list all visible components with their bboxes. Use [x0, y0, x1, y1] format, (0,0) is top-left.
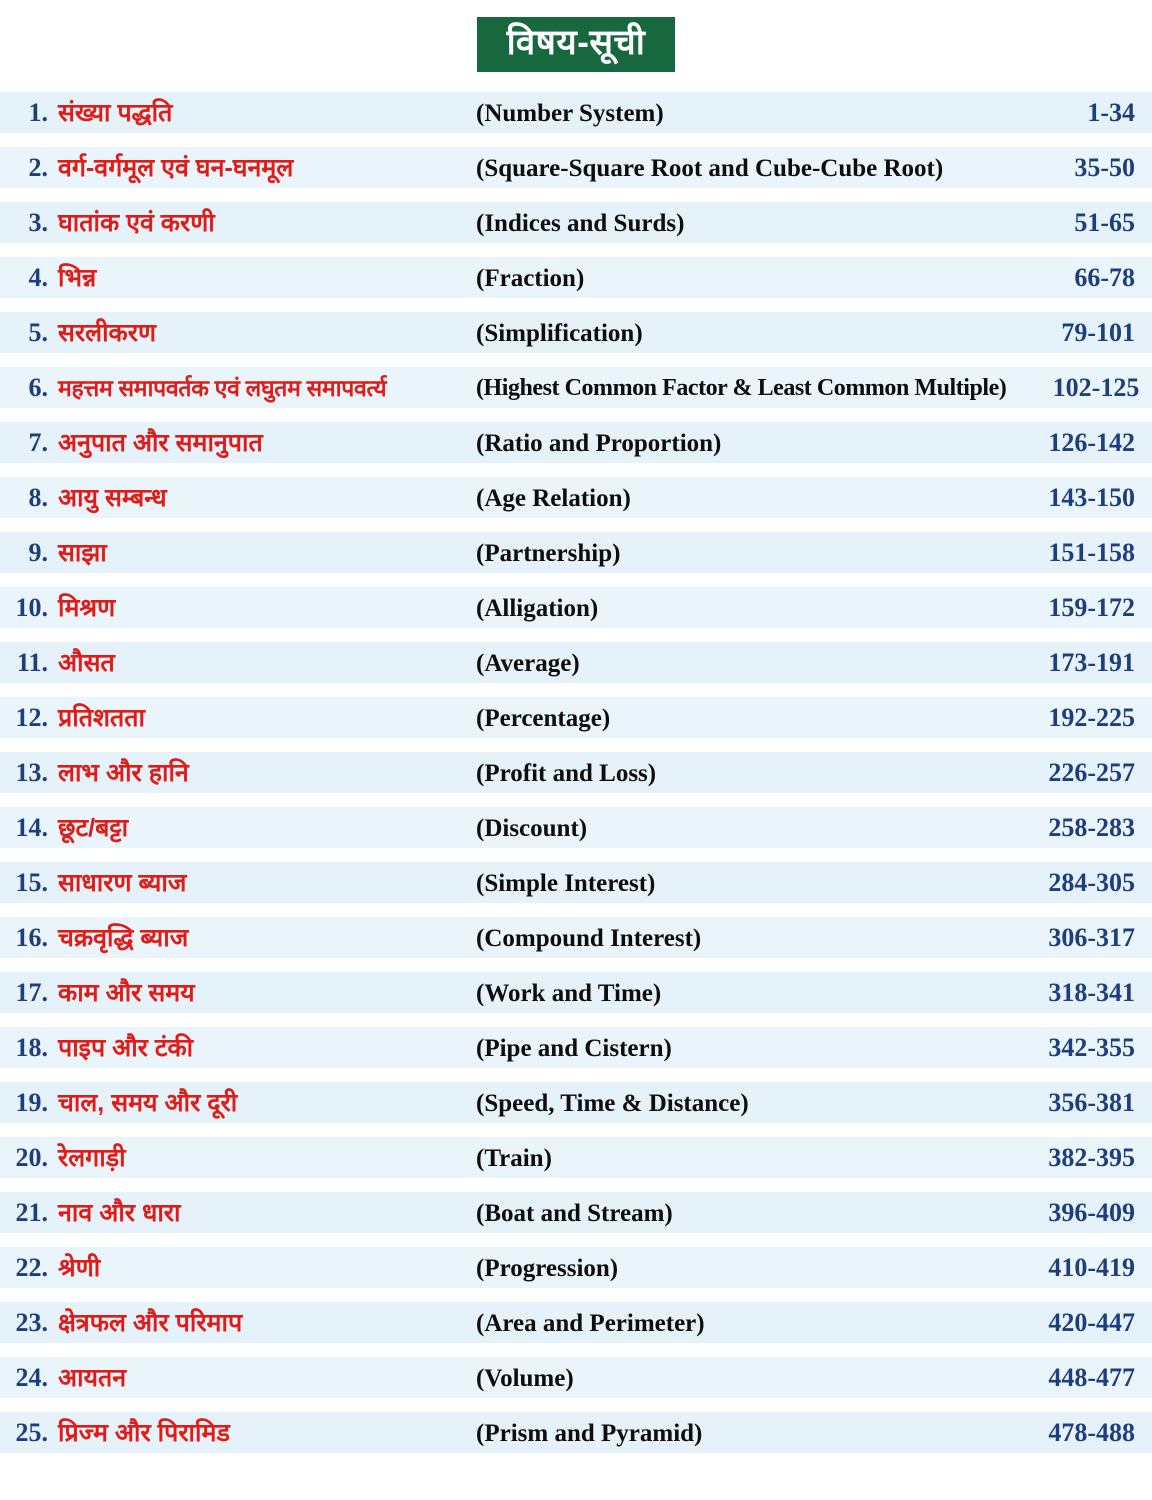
chapter-title-hindi[interactable]: भिन्न [58, 263, 97, 292]
chapter-number: 20. [15, 1143, 48, 1173]
chapter-number: 25. [15, 1418, 48, 1448]
table-row[interactable] [0, 856, 1152, 911]
page-range: 192-225 [1048, 703, 1135, 733]
chapter-title-english[interactable]: (Profit and Loss) [476, 759, 657, 787]
table-row[interactable] [0, 251, 1152, 306]
chapter-title-english[interactable]: (Area and Perimeter) [476, 1309, 705, 1337]
page-range: 448-477 [1048, 1363, 1135, 1393]
chapter-number: 18. [15, 1033, 48, 1063]
chapter-title-hindi[interactable]: महत्तम समापवर्तक एवं लघुतम समापवर्त्य [58, 374, 387, 401]
chapter-title-hindi[interactable]: क्षेत्रफल और परिमाप [58, 1308, 243, 1337]
page-range: 356-381 [1048, 1088, 1135, 1118]
page-range: 143-150 [1048, 483, 1135, 513]
chapter-number: 1. [28, 98, 48, 128]
chapter-number: 4. [28, 263, 48, 293]
chapter-title-hindi[interactable]: अनुपात और समानुपात [58, 428, 263, 457]
page-range: 79-101 [1061, 318, 1135, 348]
chapter-title-hindi[interactable]: श्रेणी [58, 1253, 101, 1282]
table-row[interactable] [0, 636, 1152, 691]
page-range: 66-78 [1074, 263, 1135, 293]
table-row[interactable] [0, 1241, 1152, 1296]
page-range: 151-158 [1048, 538, 1135, 568]
chapter-number: 7. [28, 428, 48, 458]
page-range: 258-283 [1048, 813, 1135, 843]
page-range: 173-191 [1048, 648, 1135, 678]
table-row[interactable] [0, 801, 1152, 856]
page-range: 159-172 [1048, 593, 1135, 623]
chapter-number: 6. [28, 373, 48, 403]
table-row[interactable] [0, 86, 1152, 141]
chapter-title-hindi[interactable]: सरलीकरण [58, 318, 157, 347]
title-banner-container [0, 0, 1152, 72]
chapter-title-english[interactable]: (Square-Square Root and Cube-Cube Root) [476, 154, 944, 182]
table-row[interactable] [0, 746, 1152, 801]
table-row[interactable] [0, 416, 1152, 471]
chapter-title-hindi[interactable]: रेलगाड़ी [58, 1143, 126, 1172]
chapter-title-hindi[interactable]: मिश्रण [58, 593, 116, 622]
page-range: 126-142 [1048, 428, 1135, 458]
chapter-number: 24. [15, 1363, 48, 1393]
table-row[interactable] [0, 1076, 1152, 1131]
page-title: विषय-सूची [477, 17, 676, 72]
table-row[interactable] [0, 1406, 1152, 1461]
chapter-title-hindi[interactable]: आयु सम्बन्ध [58, 483, 167, 512]
chapter-title-english[interactable]: (Highest Common Factor & Least Common Multiple) [476, 375, 1007, 402]
chapter-number: 22. [15, 1253, 48, 1283]
table-row[interactable] [0, 1296, 1152, 1351]
chapter-number: 23. [15, 1308, 48, 1338]
table-row[interactable] [0, 1186, 1152, 1241]
chapter-title-english[interactable]: (Simple Interest) [476, 869, 656, 897]
chapter-title-english[interactable]: (Work and Time) [476, 979, 662, 1007]
chapter-title-english[interactable]: (Train) [476, 1144, 552, 1172]
chapter-number: 14. [15, 813, 48, 843]
chapter-title-english[interactable]: (Volume) [476, 1364, 574, 1392]
table-row[interactable] [0, 1131, 1152, 1186]
chapter-title-english[interactable]: (Age Relation) [476, 484, 631, 512]
table-row[interactable] [0, 196, 1152, 251]
chapter-title-english[interactable]: (Indices and Surds) [476, 209, 685, 237]
table-row[interactable] [0, 526, 1152, 581]
chapter-title-english[interactable]: (Percentage) [476, 704, 611, 732]
table-row[interactable] [0, 141, 1152, 196]
chapter-number: 5. [28, 318, 48, 348]
page-range: 382-395 [1048, 1143, 1135, 1173]
chapter-title-english[interactable]: (Prism and Pyramid) [476, 1419, 703, 1447]
chapter-number: 2. [28, 153, 48, 183]
table-row[interactable] [0, 306, 1152, 361]
page-range: 1-34 [1087, 98, 1135, 128]
chapter-number: 17. [15, 978, 48, 1008]
chapter-number: 9. [28, 538, 48, 568]
page-range: 318-341 [1048, 978, 1135, 1008]
chapter-title-hindi[interactable]: चाल, समय और दूरी [58, 1088, 238, 1117]
chapter-title-english[interactable]: (Simplification) [476, 319, 643, 347]
chapter-number: 3. [28, 208, 48, 238]
page-range: 51-65 [1074, 208, 1135, 238]
chapter-title-hindi[interactable]: नाव और धारा [58, 1198, 181, 1227]
page-range: 478-488 [1048, 1418, 1135, 1448]
chapter-title-hindi[interactable]: छूट/बट्टा [58, 813, 129, 842]
page-range: 410-419 [1048, 1253, 1135, 1283]
chapter-title-hindi[interactable]: लाभ और हानि [58, 758, 189, 787]
chapter-number: 16. [15, 923, 48, 953]
page-range: 306-317 [1048, 923, 1135, 953]
page-range: 420-447 [1048, 1308, 1135, 1338]
table-row[interactable] [0, 581, 1152, 636]
chapter-title-english[interactable]: (Speed, Time & Distance) [476, 1089, 749, 1117]
chapter-title-english[interactable]: (Discount) [476, 814, 588, 842]
table-row[interactable] [0, 1351, 1152, 1406]
chapter-number: 11. [16, 648, 48, 678]
chapter-number: 19. [15, 1088, 48, 1118]
chapter-number: 13. [15, 758, 48, 788]
page-range: 342-355 [1048, 1033, 1135, 1063]
chapter-title-english[interactable]: (Ratio and Proportion) [476, 429, 722, 457]
chapter-title-english[interactable]: (Compound Interest) [476, 924, 702, 952]
chapter-title-hindi[interactable]: प्रिज्म और पिरामिड [58, 1418, 230, 1447]
chapter-title-hindi[interactable]: काम और समय [58, 978, 195, 1007]
chapter-title-english[interactable]: (Average) [476, 649, 580, 677]
chapter-title-hindi[interactable]: साझा [58, 538, 107, 567]
page-range: 102-125 [1052, 373, 1140, 403]
chapter-title-english[interactable]: (Boat and Stream) [476, 1199, 673, 1227]
chapter-title-hindi[interactable]: चक्रवृद्धि ब्याज [58, 923, 189, 952]
table-row[interactable] [0, 361, 1152, 416]
page-range: 396-409 [1048, 1198, 1135, 1228]
table-row[interactable] [0, 966, 1152, 1021]
chapter-number: 15. [15, 868, 48, 898]
chapter-title-english[interactable]: (Fraction) [476, 264, 585, 292]
chapter-title-english[interactable]: (Progression) [476, 1254, 619, 1282]
page-range: 226-257 [1048, 758, 1135, 788]
chapter-title-hindi[interactable]: औसत [58, 648, 115, 677]
chapter-title-english[interactable]: (Partnership) [476, 539, 621, 567]
chapter-title-hindi[interactable]: पाइप और टंकी [58, 1033, 194, 1062]
chapter-title-hindi[interactable]: प्रतिशतता [58, 703, 145, 732]
table-row[interactable] [0, 1021, 1152, 1076]
chapter-title-hindi[interactable]: वर्ग-वर्गमूल एवं घन-घनमूल [58, 153, 294, 182]
page-range: 284-305 [1048, 868, 1135, 898]
table-row[interactable] [0, 691, 1152, 746]
chapter-title-hindi[interactable]: आयतन [58, 1363, 127, 1392]
chapter-title-english[interactable]: (Pipe and Cistern) [476, 1034, 672, 1062]
table-row[interactable] [0, 911, 1152, 966]
chapter-title-hindi[interactable]: साधारण ब्याज [58, 868, 187, 897]
table-row[interactable] [0, 471, 1152, 526]
chapter-title-english[interactable]: (Alligation) [476, 594, 599, 622]
chapter-number: 21. [15, 1198, 48, 1228]
page-range: 35-50 [1074, 153, 1135, 183]
chapter-number: 12. [15, 703, 48, 733]
chapter-number: 10. [15, 593, 48, 623]
chapter-title-hindi[interactable]: घातांक एवं करणी [58, 208, 215, 237]
chapter-number: 8. [28, 483, 48, 513]
table-of-contents-list [0, 86, 1152, 1461]
chapter-title-hindi[interactable]: संख्या पद्धति [58, 98, 173, 127]
chapter-title-english[interactable]: (Number System) [476, 99, 664, 127]
